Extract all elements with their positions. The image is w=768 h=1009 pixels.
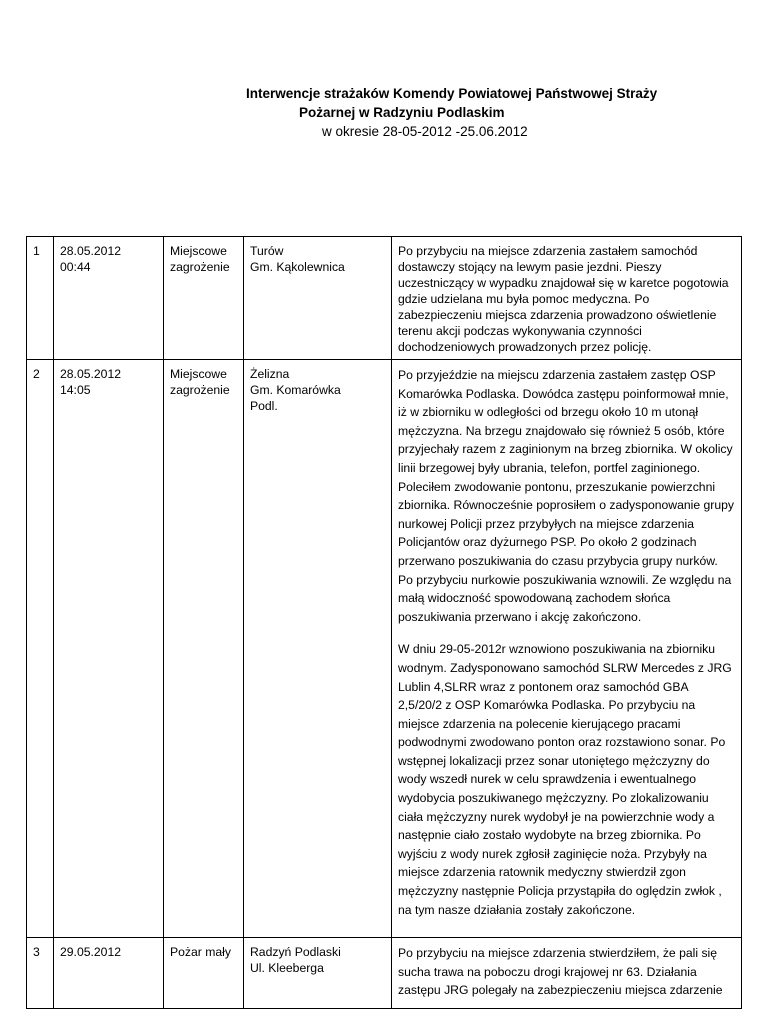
row-number: 2 [27, 360, 54, 938]
table-row [27, 237, 742, 360]
row-place: Turów Gm. Kąkolewnica [244, 237, 392, 360]
row-datetime [54, 938, 164, 1009]
row-time: 14:05 [60, 383, 91, 397]
row-description [392, 237, 742, 360]
row-type: Pożar mały [164, 938, 244, 1009]
row-date: 28.05.2012 [60, 367, 121, 381]
description-paragraph: Po przyjeździe na miejscu zdarzenia zastałem zastęp OSP Komarówka Podlaska. Dowódca zastępu poinformował mnie, iż w zbiorniku w odległości od brzegu około 10 m utonął mężczyzna. Na brzegu znajdowało się również 5 osób, które przyjechały razem z zaginionym na brzeg zbiornika. W okolicy linii brzegowej były ubrania, telefon, portfel zaginionego. Poleciłem zwodowanie pontonu, przeszukanie powierzchni zbiornika. Równocześnie poprosiłem o zadysponowanie grupy nurkowej Policji przez przybyłych na miejsce zdarzenia Policjantów oraz dyżurnego PSP. Po około 2 godzinach przerwano poszukiwania do czasu przybycia grupy nurków. Po przybyciu nurkowie poszukiwania wznowili. Ze względu na małą widoczność spowodowaną zachodem słońca poszukiwania przerwano i akcję zakończono. [398, 368, 735, 624]
row-type: Miejscowe zagrożenie [164, 360, 244, 938]
row-date: 29.05.2012 [60, 945, 121, 960]
row-datetime [54, 360, 164, 938]
title-line-1: Interwencje strażaków Komendy Powiatowej Państwowej Straży [246, 86, 658, 101]
row-number: 1 [27, 237, 54, 360]
row-type: Miejscowe zagrożenie [164, 237, 244, 360]
row-date: 28.05.2012 [60, 244, 121, 258]
row-place: Radzyń Podlaski Ul. Kleeberga [244, 938, 392, 1009]
title-period: w okresie 28-05-2012 -25.06.2012 [322, 124, 528, 139]
description-paragraph: Po przybyciu na miejsce zdarzenia stwierdziłem, że pali się sucha trawa na poboczu drogi krajowej nr 63. Działania zastępu JRG polegały na zabezpieczeniu miejsca zdarzenie [398, 946, 723, 998]
row-time: 00:44 [60, 260, 91, 274]
table-row [27, 938, 742, 1009]
row-description [392, 360, 742, 938]
description-paragraph: Po przybyciu na miejsce zdarzenia zastałem samochód dostawczy stojący na lewym pasie jezdni. Pieszy uczestniczący w wypadku znajdował się w karetce pogotowia gdzie udzielana mu była pomoc medyczna. Po zabezpieczeniu miejsca zdarzenia prowadzono oświetlenie terenu akcji podczas wykonywania czynności dochodzeniowych prowadzonych przez policję. [398, 244, 729, 354]
table-row [27, 360, 742, 938]
row-number: 3 [27, 938, 54, 1009]
row-datetime [54, 237, 164, 360]
title-line-2: Pożarnej w Radzyniu Podlaskim [299, 105, 505, 120]
row-place: Żelizna Gm. Komarówka Podl. [244, 360, 392, 938]
interventions-table [26, 236, 742, 1009]
description-paragraph: W dniu 29-05-2012r wznowiono poszukiwania na zbiorniku wodnym. Zadysponowano samochód SLRW Mercedes z JRG Lublin 4,SLRR wraz z pontonem oraz samochód GBA 2,5/20/2 z OSP Komarówka Podlaska. Po przybyciu na miejsce zdarzenia na polecenie kierującego pracami podwodnymi zwodowano ponton oraz rozstawiono sonar. Po wstępnej lokalizacji przez sonar utoniętego mężczyzny do wody wszedł nurek w celu sprawdzenia i ewentualnego wydobycia poszukiwanego mężczyzny. Po zlokalizowaniu ciała mężczyzny nurek wydobył je na powierzchnie wody a następnie ciało zostało wydobyte na brzeg zbiornika. Po wyjściu z wody nurek zgłosił zaginięcie noża. Przybyły na miejsce zdarzenia ratownik medyczny stwierdził zgon mężczyzny następnie Policja przystąpiła do oględzin zwłok , na tym nasze działania zostały zakończone. [398, 642, 732, 917]
row-description [392, 938, 742, 1009]
